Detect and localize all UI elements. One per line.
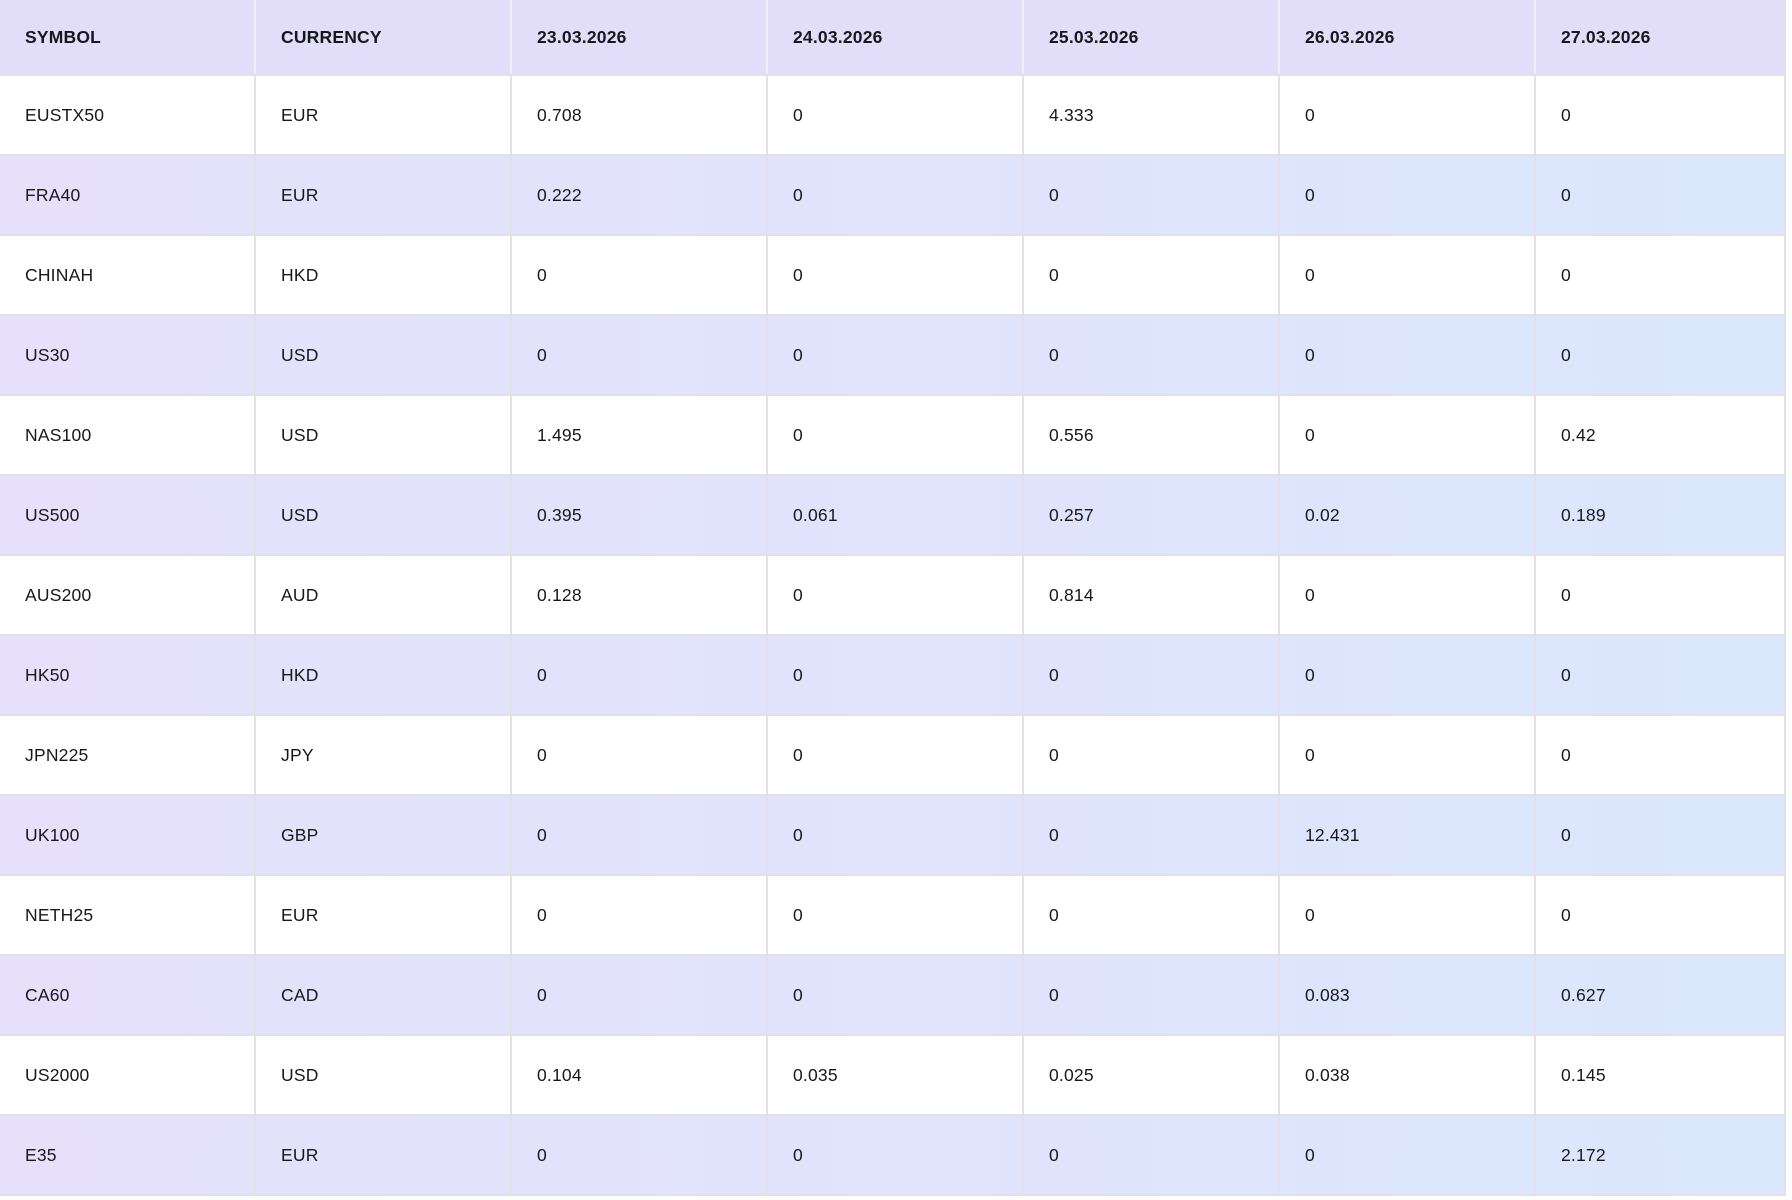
table-body <box>0 74 1784 1194</box>
table-row-jpn225[interactable] <box>0 714 1784 794</box>
value-cell: 0 <box>1280 876 1536 954</box>
value-cell: 0.025 <box>1024 1036 1280 1114</box>
table-row-e35[interactable] <box>0 1114 1784 1194</box>
value-cell: 0.627 <box>1561 984 1606 1005</box>
value-cell: 0 <box>512 796 768 874</box>
currency-cell: USD <box>256 476 512 554</box>
symbol-cell: UK100 <box>0 796 256 874</box>
table-row-ca60[interactable] <box>0 954 1784 1034</box>
value-cell: 0 <box>768 316 1024 394</box>
value-cell: 0 <box>768 876 1024 954</box>
value-cell: 0 <box>768 716 1024 794</box>
value-cell: 0 <box>1280 396 1536 474</box>
column-header-23-03-2026[interactable]: 23.03.2026 <box>512 0 768 74</box>
currency-cell: EUR <box>256 876 512 954</box>
currency-cell: USD <box>256 1036 512 1114</box>
table-row-uk100[interactable] <box>0 794 1784 874</box>
symbol-cell: US500 <box>0 476 256 554</box>
currency-cell: EUR <box>256 76 512 154</box>
symbol-cell: US2000 <box>0 1036 256 1114</box>
currency-cell: USD <box>256 316 512 394</box>
table-row-chinah[interactable] <box>0 234 1784 314</box>
symbol-cell: AUS200 <box>0 556 256 634</box>
value-cell: 0 <box>1561 584 1571 605</box>
value-cell: 0 <box>1280 156 1536 234</box>
value-cell: 0.257 <box>1024 476 1280 554</box>
value-cell: 0 <box>512 876 768 954</box>
value-cell: 0 <box>1024 156 1280 234</box>
value-cell: 0 <box>1561 664 1571 685</box>
value-cell: 12.431 <box>1280 796 1536 874</box>
value-cell: 0 <box>768 796 1024 874</box>
value-cell: 0 <box>1561 824 1571 845</box>
value-cell: 0 <box>1561 904 1571 925</box>
column-header-26-03-2026[interactable]: 26.03.2026 <box>1280 0 1536 74</box>
table-row-us30[interactable] <box>0 314 1784 394</box>
currency-cell: CAD <box>256 956 512 1034</box>
symbol-cell: JPN225 <box>0 716 256 794</box>
symbol-cell: FRA40 <box>0 156 256 234</box>
value-cell: 0.128 <box>512 556 768 634</box>
currency-cell: GBP <box>256 796 512 874</box>
value-cell: 0 <box>512 636 768 714</box>
currency-cell: JPY <box>256 716 512 794</box>
value-cell: 0.395 <box>512 476 768 554</box>
value-cell: 0 <box>768 236 1024 314</box>
value-cell: 0 <box>1280 236 1536 314</box>
value-cell: 0 <box>1280 556 1536 634</box>
value-cell: 1.495 <box>512 396 768 474</box>
value-cell: 0 <box>768 956 1024 1034</box>
value-cell: 0.556 <box>1024 396 1280 474</box>
value-cell: 0.104 <box>512 1036 768 1114</box>
value-cell: 0 <box>1024 1116 1280 1194</box>
value-cell: 0 <box>1024 716 1280 794</box>
value-cell: 2.172 <box>1561 1144 1606 1165</box>
value-cell: 0 <box>1024 316 1280 394</box>
value-cell: 0.145 <box>1561 1064 1606 1085</box>
column-header-24-03-2026[interactable]: 24.03.2026 <box>768 0 1024 74</box>
value-cell: 0 <box>1280 76 1536 154</box>
table-row-nas100[interactable] <box>0 394 1784 474</box>
value-cell: 0.222 <box>512 156 768 234</box>
value-cell: 0.189 <box>1561 504 1606 525</box>
value-cell: 0 <box>1561 344 1571 365</box>
value-cell: 0 <box>768 76 1024 154</box>
value-cell: 0 <box>1024 796 1280 874</box>
value-cell: 0.035 <box>768 1036 1024 1114</box>
value-cell: 0 <box>1024 236 1280 314</box>
currency-cell: AUD <box>256 556 512 634</box>
value-cell: 0 <box>768 396 1024 474</box>
symbol-cell: US30 <box>0 316 256 394</box>
value-cell: 0.038 <box>1280 1036 1536 1114</box>
value-cell: 0 <box>1280 636 1536 714</box>
value-cell: 0.02 <box>1280 476 1536 554</box>
currency-cell: HKD <box>256 636 512 714</box>
table-row-neth25[interactable] <box>0 874 1784 954</box>
value-cell: 0 <box>512 716 768 794</box>
value-cell: 0.42 <box>1561 424 1596 445</box>
column-header-27-03-2026[interactable]: 27.03.2026 <box>1561 26 1651 47</box>
value-cell: 0.814 <box>1024 556 1280 634</box>
value-cell: 0 <box>512 316 768 394</box>
table-row-aus200[interactable] <box>0 554 1784 634</box>
symbol-cell: NETH25 <box>0 876 256 954</box>
table-row-us2000[interactable] <box>0 1034 1784 1114</box>
symbol-cell: CHINAH <box>0 236 256 314</box>
table-row-fra40[interactable] <box>0 154 1784 234</box>
value-cell: 0 <box>768 556 1024 634</box>
table-row-us500[interactable] <box>0 474 1784 554</box>
symbol-cell: CA60 <box>0 956 256 1034</box>
symbol-cell: E35 <box>0 1116 256 1194</box>
value-cell: 0.061 <box>768 476 1024 554</box>
currency-cell: HKD <box>256 236 512 314</box>
currency-cell: EUR <box>256 156 512 234</box>
value-cell: 0 <box>1561 104 1571 125</box>
value-cell: 4.333 <box>1024 76 1280 154</box>
value-cell: 0 <box>1280 716 1536 794</box>
value-cell: 0 <box>1280 316 1536 394</box>
symbol-cell: EUSTX50 <box>0 76 256 154</box>
value-cell: 0 <box>1024 876 1280 954</box>
value-cell: 0.083 <box>1280 956 1536 1034</box>
value-cell: 0 <box>1561 264 1571 285</box>
symbol-cell: HK50 <box>0 636 256 714</box>
value-cell: 0 <box>512 1116 768 1194</box>
value-cell: 0 <box>1024 636 1280 714</box>
value-cell: 0 <box>1280 1116 1536 1194</box>
column-header-currency[interactable]: CURRENCY <box>256 0 512 74</box>
value-cell: 0 <box>512 236 768 314</box>
symbol-cell: NAS100 <box>0 396 256 474</box>
value-cell: 0 <box>512 956 768 1034</box>
currency-cell: USD <box>256 396 512 474</box>
column-header-25-03-2026[interactable]: 25.03.2026 <box>1024 0 1280 74</box>
column-header-symbol[interactable]: SYMBOL <box>0 0 256 74</box>
table-row-hk50[interactable] <box>0 634 1784 714</box>
table-row-eustx50[interactable] <box>0 74 1784 154</box>
value-cell: 0 <box>768 1116 1024 1194</box>
value-cell: 0 <box>1561 744 1571 765</box>
value-cell: 0.708 <box>512 76 768 154</box>
value-cell: 0 <box>1024 956 1280 1034</box>
currency-cell: EUR <box>256 1116 512 1194</box>
table-header-row <box>0 0 1784 74</box>
value-cell: 0 <box>768 156 1024 234</box>
value-cell: 0 <box>1561 184 1571 205</box>
value-cell: 0 <box>768 636 1024 714</box>
